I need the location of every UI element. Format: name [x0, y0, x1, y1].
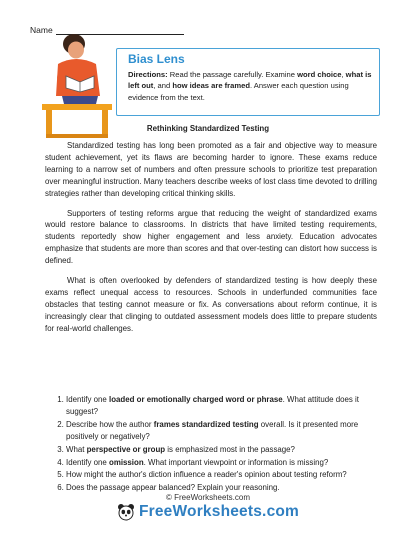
directions-segment: Read the passage carefully. Examine — [167, 70, 298, 79]
question-segment: Does the passage appear balanced? Explain your reasoning. — [66, 483, 280, 493]
box-title: Bias Lens — [128, 52, 185, 66]
question-segment: Identify one — [66, 457, 109, 467]
footer-logo[interactable] — [0, 503, 416, 521]
directions-segment: , — [341, 70, 346, 79]
passage-title: Rethinking Standardized Testing — [146, 124, 270, 133]
question-item — [66, 457, 388, 469]
question-segment: . What attitude does it suggest? — [66, 395, 359, 416]
directions-segment: . Answer each question using evidence from the text. — [128, 81, 349, 102]
logo-text: FreeWorksheets.com — [138, 503, 300, 520]
name-label: Name — [30, 25, 53, 35]
question-item — [66, 419, 388, 443]
footer-url[interactable]: © FreeWorksheets.com — [166, 493, 250, 502]
question-segment: loaded or emotionally charged word or phrase — [109, 395, 283, 404]
question-segment: frames standardized testing — [153, 419, 259, 429]
question-segment: Identify one — [66, 395, 109, 404]
directions-segment: what is left out — [128, 70, 372, 91]
question-list — [52, 394, 388, 495]
question-segment: How might the author's diction influence a reader's opinion about testing reform? — [66, 470, 347, 480]
passage-paragraph: Standardized testing has long been promoted as a fair and objective way to measure student achievement, yet its flaws are becoming harder to ignore. These exams reduce learning to a narrow set of numbers and often pressure schools to prioritize test preparation over meaningful instruction. Many teachers describe weeks of lost class time devoted to drilling strategies rather than developing critical thinking skills. — [45, 141, 377, 198]
question-segment: overall. Is it presented more positively or negatively? — [66, 419, 359, 441]
question-segment: perspective or group — [86, 444, 166, 454]
question-segment: Describe how the author — [66, 419, 154, 429]
question-segment: What — [66, 444, 87, 454]
passage-paragraph: Supporters of testing reforms argue that reducing the weight of standardized exams would restore balance to classrooms. In districts that have limited testing requirements, students reportedly show higher engagement and less anxiety. Education advocates emphasize that students are more than scores and that over-testing can distort how success is defined. — [45, 208, 377, 266]
question-segment: . What important viewpoint or information is missing? — [143, 457, 329, 467]
question-segment: is emphasized most in the passage? — [165, 444, 295, 454]
panda-logo-icon — [117, 503, 135, 521]
directions-segment: word choice — [297, 70, 342, 79]
question-item — [66, 444, 388, 456]
directions-segment: Directions: — [128, 70, 168, 79]
question-item — [66, 394, 388, 418]
directions-segment: , and — [153, 81, 173, 91]
directions-segment: how ideas are framed — [172, 81, 250, 91]
directions-text — [128, 69, 380, 103]
question-item — [66, 469, 388, 481]
passage — [45, 140, 377, 343]
question-segment: omission — [109, 457, 144, 467]
passage-paragraph: What is often overlooked by defenders of standardized testing is how deeply these exams reflect unequal access to resources. Schools in underfunded communities face obstacles that testing cannot measure or fix. As conversations about reform continue, it is increasingly clear that clinging to outdated assessment models does little to prepare students for real-world challenges. — [45, 276, 377, 333]
